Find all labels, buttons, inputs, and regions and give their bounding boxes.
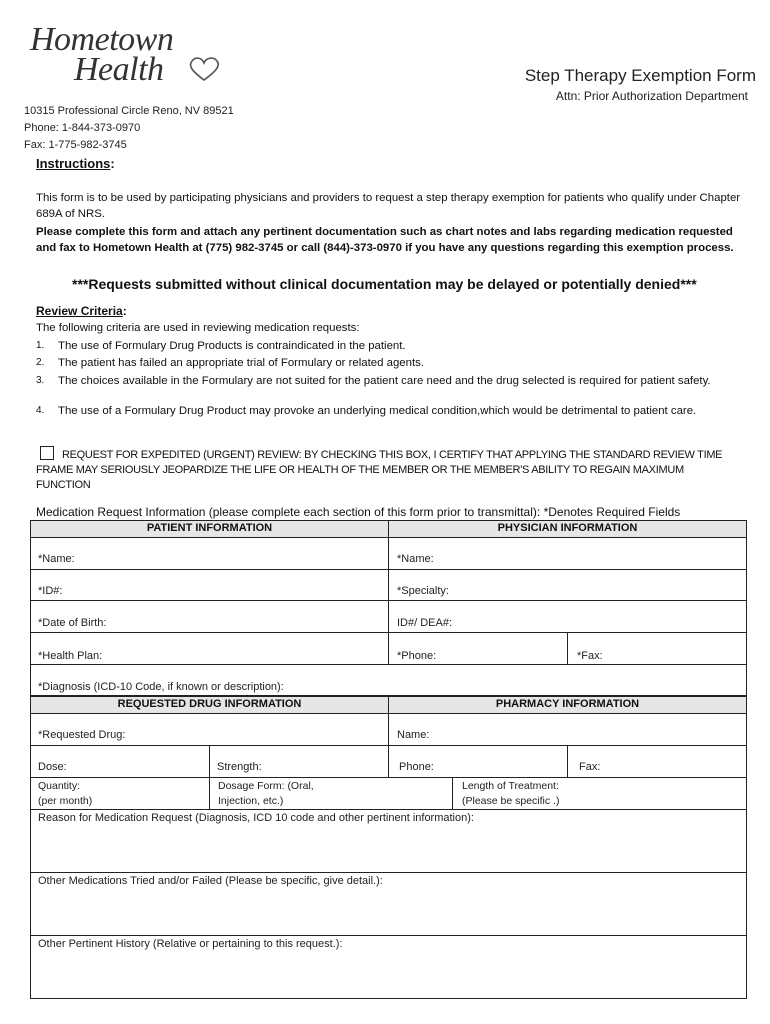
criteria-number: 4. (36, 405, 45, 416)
medication-request-label: Medication Request Information (please complete each section of this form prior to transmittal): *Denotes Required Fields (36, 505, 681, 519)
instructions-bold-paragraph: Please complete this form and attach any pertinent documentation such as chart notes and labs regarding medication requested and fax to Hometown Health at (775) 982-3745 or call (844)-373-0970 if you have any questions regarding this exemption process. (36, 226, 734, 254)
other-history-field[interactable]: Other Pertinent History (Relative or pertaining to this request.): (38, 938, 343, 950)
length-of-treatment-field[interactable]: Length of Treatment: (462, 780, 559, 792)
patient-information-header: PATIENT INFORMATION (31, 521, 388, 537)
length-of-treatment-subtext: (Please be specific .) (462, 795, 560, 807)
criteria-text: The patient has failed an appropriate trial of Formulary or related agents. (58, 357, 424, 369)
address-street: 10315 Professional Circle Reno, NV 89521 (24, 105, 234, 117)
patient-health-plan-field[interactable]: *Health Plan: (38, 650, 103, 662)
patient-diagnosis-field[interactable]: *Diagnosis (ICD-10 Code, if known or description): (38, 681, 284, 693)
logo-line-2: Health (74, 51, 164, 88)
criteria-text: The use of a Formulary Drug Product may provoke an underlying medical condition,which would be detrimental to patient care. (58, 405, 697, 417)
attn-line: Attn: Prior Authorization Department (555, 89, 748, 103)
dosage-form-subtext: Injection, etc.) (218, 795, 284, 807)
pharmacy-phone-field[interactable]: Phone: (399, 761, 434, 773)
patient-id-field[interactable]: *ID#: (38, 585, 63, 597)
pharmacy-name-field[interactable]: Name: (397, 729, 430, 741)
quantity-subtext: (per month) (38, 795, 93, 807)
review-criteria-heading: Review Criteria: (36, 304, 127, 318)
requested-drug-field[interactable]: *Requested Drug: (38, 729, 126, 741)
patient-dob-field[interactable]: *Date of Birth: (38, 617, 107, 629)
requested-drug-header: REQUESTED DRUG INFORMATION (31, 697, 388, 713)
expedited-review-checkbox[interactable] (40, 446, 54, 460)
reason-for-request-field[interactable]: Reason for Medication Request (Diagnosis, ICD 10 code and other pertinent information): (38, 812, 474, 824)
physician-phone-field[interactable]: *Phone: (397, 650, 437, 662)
physician-name-field[interactable]: *Name: (397, 553, 434, 565)
pharmacy-information-header: PHARMACY INFORMATION (389, 697, 746, 713)
pharmacy-fax-field[interactable]: Fax: (579, 761, 601, 773)
dosage-form-field[interactable]: Dosage Form: (Oral, (218, 780, 314, 792)
criteria-number: 3. (36, 375, 45, 386)
criteria-number: 2. (36, 357, 45, 368)
instructions-heading: Instructions: (36, 156, 115, 171)
logo-line-1: Hometown (30, 21, 174, 58)
form-title: Step Therapy Exemption Form (524, 66, 756, 85)
strength-field[interactable]: Strength: (217, 761, 262, 773)
address-fax: Fax: 1-775-982-3745 (24, 139, 127, 151)
address-phone: Phone: 1-844-373-0970 (24, 122, 141, 134)
expedited-review-text: REQUEST FOR EXPEDITED (URGENT) REVIEW: BY CHECKING THIS BOX, I CERTIFY THAT APPLYING THE STANDARD REVIEW TIME FRAME MAY SERIOUSLY JEOPARDIZE THE LIFE OR HEALTH OF THE MEMBER OR THE MEMBER'S ABILITY TO REGAIN MAXIMUM FUNCTION (36, 449, 723, 491)
physician-specialty-field[interactable]: *Specialty: (397, 585, 449, 597)
physician-fax-field[interactable]: *Fax: (577, 650, 603, 662)
physician-id-dea-field[interactable]: ID#/ DEA#: (397, 617, 453, 629)
quantity-field[interactable]: Quantity: (38, 780, 81, 792)
criteria-number: 1. (36, 340, 45, 351)
heart-icon (186, 56, 222, 82)
review-criteria-intro: The following criteria are used in reviewing medication requests: (36, 322, 360, 334)
other-medications-field[interactable]: Other Medications Tried and/or Failed (Please be specific, give detail.): (38, 875, 383, 887)
instructions-paragraph: This form is to be used by participating physicians and providers to request a step therapy exemption for patients who qualify under Chapter 689A of NRS. (36, 192, 741, 220)
criteria-text: The use of Formulary Drug Products is contraindicated in the patient. (58, 340, 406, 352)
physician-information-header: PHYSICIAN INFORMATION (389, 521, 746, 537)
criteria-text: The choices available in the Formulary are not suited for the patient care need and the drug selected is required for patient safety. (58, 375, 711, 387)
patient-name-field[interactable]: *Name: (38, 553, 75, 565)
dose-field[interactable]: Dose: (38, 761, 67, 773)
hometown-health-logo (30, 22, 230, 92)
documentation-warning: ***Requests submitted without clinical documentation may be delayed or potentially denied*** (72, 276, 697, 292)
